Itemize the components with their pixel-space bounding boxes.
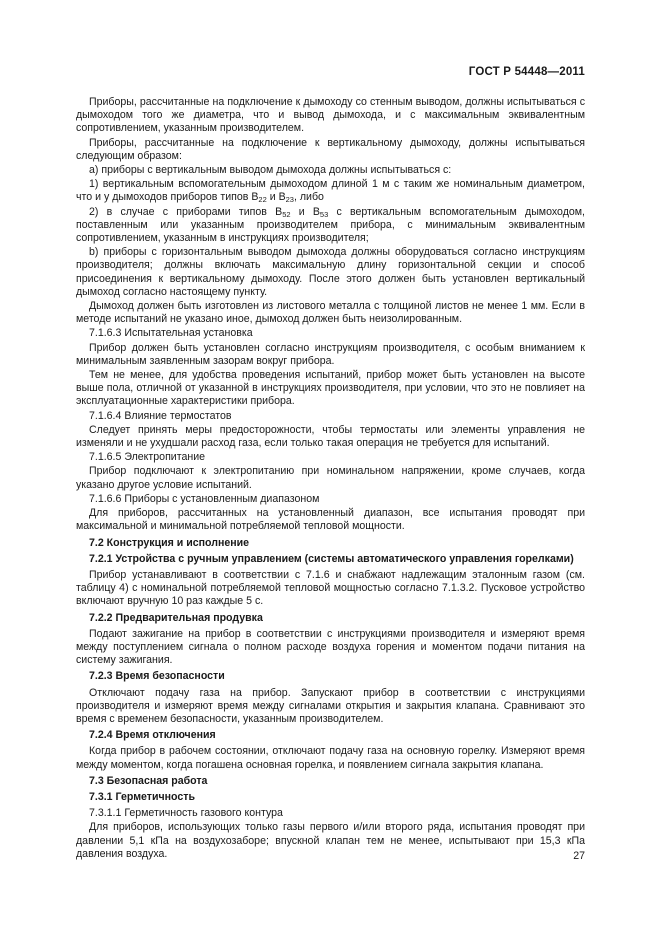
paragraph: Когда прибор в рабочем состоянии, отключают подачу газа на основную горелку. Измеряют время между моментом, когда погашена основная горелка, и появлением сигнала закрытия клапана. bbox=[76, 745, 585, 771]
subsection-heading: 7.1.6.3 Испытательная установка bbox=[89, 327, 253, 340]
subsection-heading: 7.1.6.4 Влияние термостатов bbox=[89, 409, 232, 422]
page-number: 27 bbox=[573, 850, 585, 862]
paragraph: Тем не менее, для удобства проведения испытаний, прибор может быть установлен на высоте выше пола, отличной от указанной в инструкциях производителя, при условии, что это не повлияет на эксплуатационные характеристики прибора. bbox=[76, 369, 585, 408]
section-heading: 7.2.3 Время безопасности bbox=[89, 670, 225, 683]
paragraph: Дымоход должен быть изготовлен из листового металла с толщиной листов не менее 1 мм. Если в методе испытаний не указано иное, дымоход должен быть неизолированным. bbox=[76, 300, 585, 326]
section-heading: 7.3.1 Герметичность bbox=[89, 790, 195, 803]
text-run: и B bbox=[290, 205, 320, 218]
paragraph: Прибор подключают к электропитанию при номинальном напряжении, кроме случаев, когда указано другое условие испытаний. bbox=[76, 465, 585, 491]
text-run: с вертикальным вспомогательным дымоходом, поставленным или указанным производителем прибора, с минимальным эквивалентным сопротивлением, указанным в инструкциях производителя; bbox=[76, 205, 585, 245]
subscript: 53 bbox=[319, 209, 329, 219]
paragraph-with-subscripts bbox=[76, 206, 585, 246]
section-heading: 7.2.2 Предварительная продувка bbox=[89, 611, 263, 624]
section-heading: 7.2.1 Устройства с ручным управлением (системы автоматического управления горелками) bbox=[89, 552, 574, 565]
subscript: 52 bbox=[282, 209, 291, 219]
paragraph: b) приборы с горизонтальным выводом дымохода должны оборудоваться согласно инструкциям производителя; должны включать максимальную длину горизонтальной секции и способ присоединения к вертикальному дымоходу. После этого должен быть установлен вертикальный дымоход согласно настоящему пункту. bbox=[76, 246, 585, 298]
paragraph: Прибор устанавливают в соответствии с 7.1.6 и снабжают надлежащим эталонным газом (см. таблицу 4) с номинальной потребляемой тепловой мощностью согласно 7.1.3.2. Пусковое устройство включают вручную 10 раз каждые 5 с. bbox=[76, 568, 585, 608]
section-heading: 7.2.4 Время отключения bbox=[89, 729, 216, 742]
document-body bbox=[76, 96, 585, 862]
standard-header: ГОСТ Р 54448—2011 bbox=[468, 66, 585, 78]
paragraph: a) приборы с вертикальным выводом дымохода должны испытываться с: bbox=[89, 164, 452, 177]
text-run: 1) вертикальным вспомогательным дымоходом длиной 1 м с таким же номинальным диаметром, что и у дымоходов приборов типов B bbox=[76, 178, 585, 204]
paragraph: Подают зажигание на прибор в соответствии с инструкциями производителя и измеряют время между поступлением сигнала о полном расходе воздуха горения и моментом подачи питания на систему зажигания. bbox=[76, 627, 585, 667]
section-heading: 7.3 Безопасная работа bbox=[89, 774, 208, 787]
paragraph: Прибор должен быть установлен согласно инструкциям производителя, с особым вниманием к минимальным заявленным зазорам вокруг прибора. bbox=[76, 341, 585, 367]
paragraph: Отключают подачу газа на прибор. Запускают прибор в соответствии с инструкциями производителя и измеряют время между сигналами открытия и закрытия клапана. Сравнивают это время с временем безопасности, указанным производителем. bbox=[76, 686, 585, 725]
subsection-heading: 7.1.6.5 Электропитание bbox=[89, 451, 206, 464]
text-run: 2) в случае с приборами типов B bbox=[89, 205, 283, 218]
paragraph-with-subscripts bbox=[76, 178, 585, 204]
paragraph: Для приборов, рассчитанных на установленный диапазон, все испытания проводят при максимальной и минимальной потребляемой тепловой мощности. bbox=[76, 507, 585, 533]
text-run: и B bbox=[266, 191, 286, 204]
paragraph: Приборы, рассчитанные на подключение к дымоходу со стенным выводом, должны испытываться с дымоходом того же диаметра, что и вывод дымохода, и с максимальным эквивалентным сопротивлением, указанным производителем. bbox=[76, 96, 585, 135]
paragraph: Для приборов, использующих только газы первого и/или второго ряда, испытания проводят при давлении 5,1 кПа на воздухозаборе; впускной клапан тем не менее, испытывают при 15,3 кПа давления воздуха. bbox=[76, 821, 585, 860]
text-run: , либо bbox=[293, 191, 324, 204]
subsection-heading: 7.1.6.6 Приборы с установленным диапазоном bbox=[89, 492, 320, 505]
subsection-heading: 7.3.1.1 Герметичность газового контура bbox=[89, 807, 283, 820]
section-heading: 7.2 Конструкция и исполнение bbox=[89, 536, 250, 549]
subscript: 23 bbox=[285, 195, 294, 205]
subscript: 22 bbox=[258, 195, 267, 205]
paragraph: Следует принять меры предосторожности, чтобы термостаты или элементы управления не изменяли и не ухудшали расход газа, если только такая операция не требуется для испытаний. bbox=[76, 423, 585, 450]
paragraph: Приборы, рассчитанные на подключение к вертикальному дымоходу, должны испытываться следующим образом: bbox=[76, 136, 585, 162]
